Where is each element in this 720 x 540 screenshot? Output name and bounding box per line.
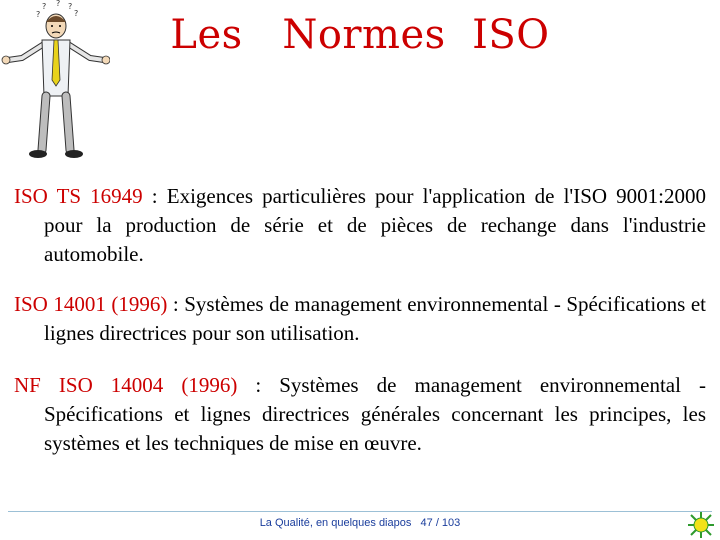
svg-text:?: ? [36, 10, 41, 19]
standard-paragraph-2 [14, 290, 706, 348]
svg-text:?: ? [68, 2, 73, 11]
standard-paragraph-3 [14, 371, 706, 458]
footer [0, 517, 720, 529]
standard-description: Systèmes de management environnemental - Spécifications et lignes directrices générales concernant les principes, les systèmes et les techniques de mise en œuvre. [44, 373, 706, 455]
page-title: Les Normes ISO [170, 12, 550, 58]
separator: : [237, 373, 280, 397]
separator: : [167, 292, 185, 316]
page-number: 47 / 103 [420, 517, 461, 529]
standard-code: ISO 14001 (1996) [14, 292, 168, 316]
svg-text:?: ? [56, 0, 61, 8]
footer-caption: La Qualité, en quelques diapos [259, 517, 412, 529]
footer-divider [8, 511, 712, 512]
standard-code: ISO TS 16949 [14, 184, 143, 208]
standard-paragraph-1 [14, 182, 706, 269]
confused-man-icon [0, 0, 110, 165]
svg-text:?: ? [74, 9, 79, 18]
standard-description: Systèmes de management environnemental - Spécifications et lignes directrices pour son utilisation. [44, 292, 706, 345]
sun-icon [686, 511, 716, 539]
standard-code: NF ISO 14004 (1996) [14, 373, 238, 397]
svg-text:?: ? [42, 2, 47, 11]
separator: : [142, 184, 167, 208]
standard-description: Exigences particulières pour l'application de l'ISO 9001:2000 pour la production de série et de pièces de rechange dans l'industrie automobile. [44, 184, 706, 266]
